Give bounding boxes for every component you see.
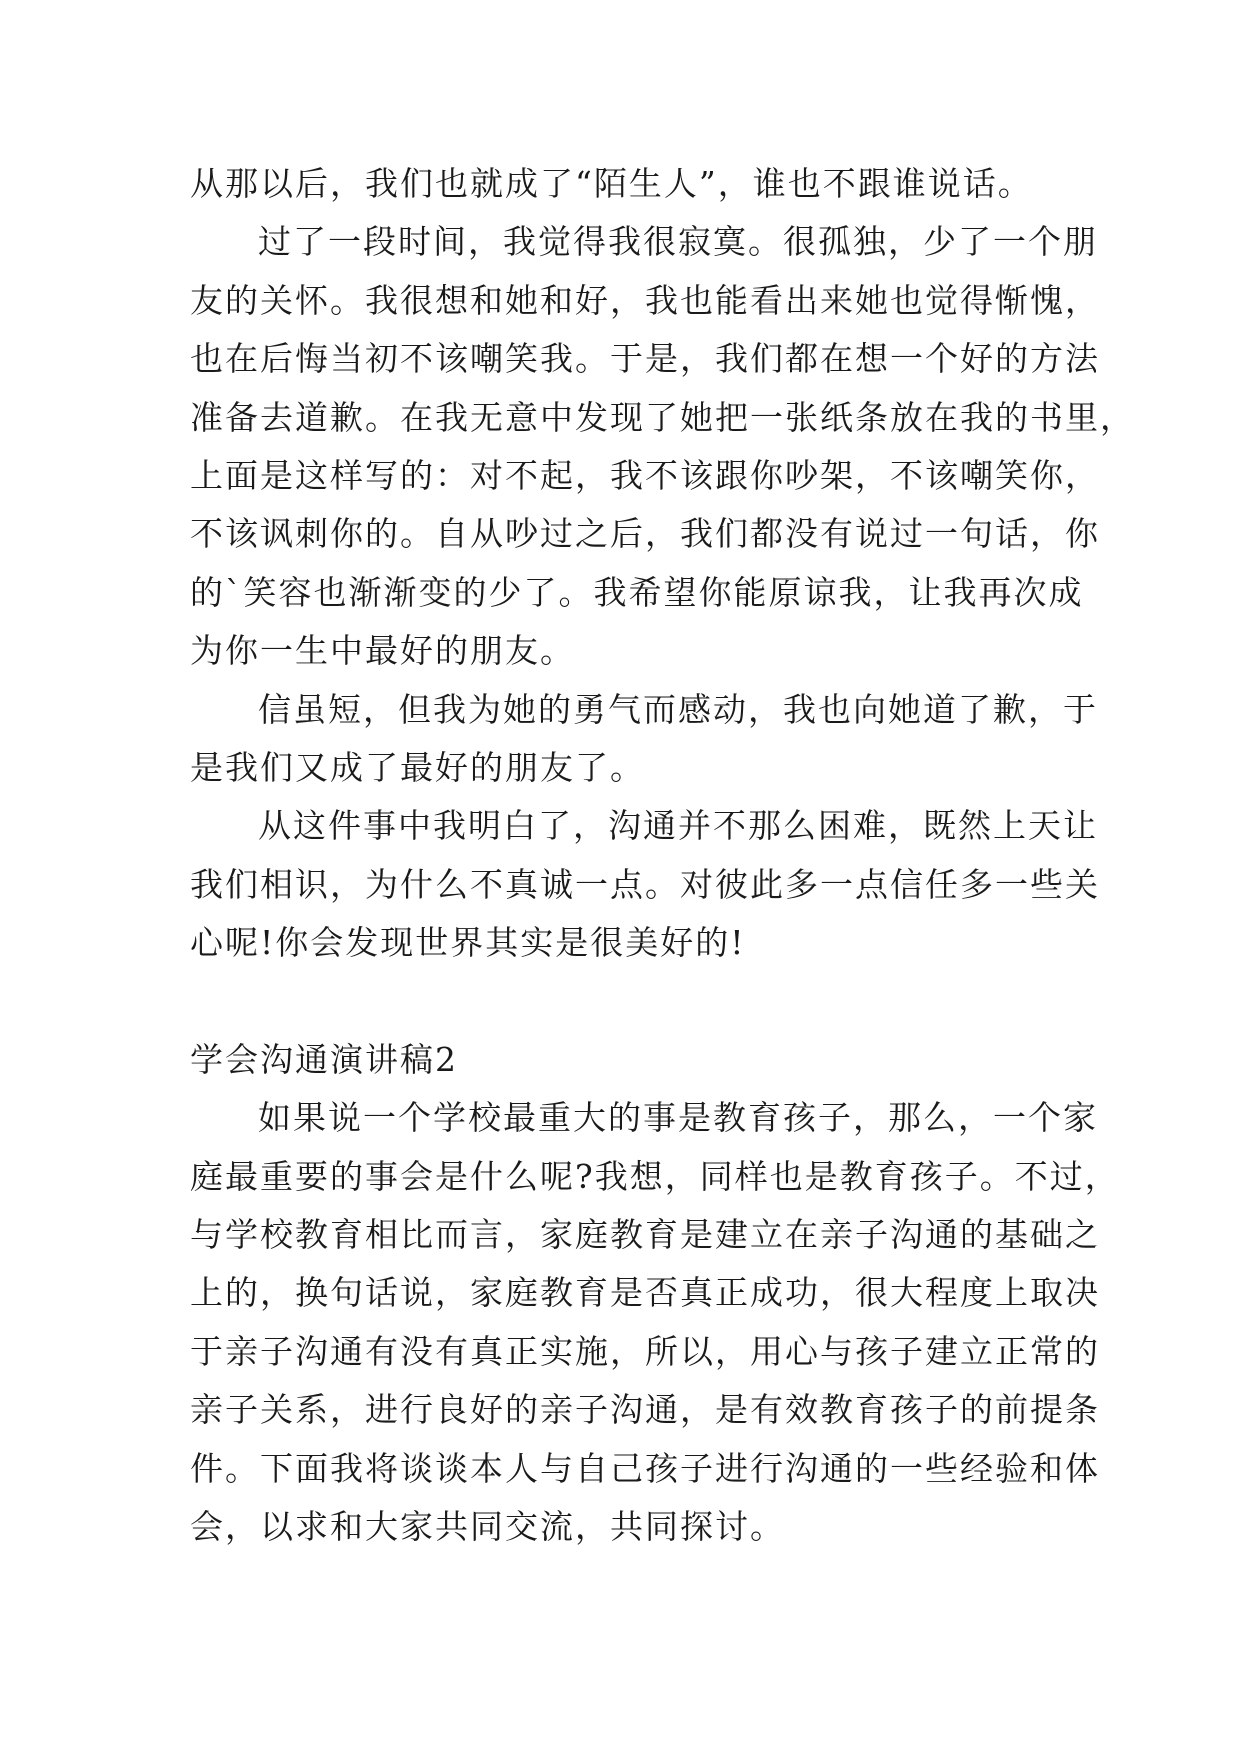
text-line: 友的关怀。我很想和她和好，我也能看出来她也觉得惭愧， bbox=[190, 280, 1100, 320]
paragraph bbox=[190, 1089, 1120, 1556]
text-line: 信虽短，但我为她的勇气而感动，我也向她道了歉，于 bbox=[258, 689, 1098, 729]
text-line: 也在后悔当初不该嘲笑我。于是，我们都在想一个好的方法 bbox=[190, 339, 1100, 379]
text-line: 准备去道歉。在我无意中发现了她把一张纸条放在我的书里， bbox=[190, 397, 1135, 437]
paragraph bbox=[190, 155, 1070, 213]
text-line: 我们相识，为什么不真诚一点。对彼此多一点信任多一些关 bbox=[190, 864, 1100, 904]
text-line: 上的，换句话说，家庭教育是否真正成功，很大程度上取决 bbox=[190, 1273, 1100, 1313]
text-line: 过了一段时间，我觉得我很寂寞。很孤独，少了一个朋 bbox=[258, 222, 1098, 262]
text-line: 如果说一个学校最重大的事是教育孩子，那么，一个家 bbox=[258, 1098, 1098, 1138]
paragraph bbox=[190, 797, 1100, 972]
text-line: 从那以后，我们也就成了“陌生人”，谁也不跟谁说话。 bbox=[190, 164, 1033, 203]
text-line: 上面是这样写的：对不起，我不该跟你吵架，不该嘲笑你， bbox=[190, 455, 1100, 495]
text-line: 心呢!你会发现世界其实是很美好的! bbox=[190, 923, 746, 963]
document-body bbox=[190, 155, 1135, 1556]
text-line: 会，以求和大家共同交流，共同探讨。 bbox=[190, 1506, 785, 1546]
text-line: 亲子关系，进行良好的亲子沟通，是有效教育孩子的前提条 bbox=[190, 1390, 1100, 1430]
paragraph bbox=[190, 681, 1098, 798]
text-line: 庭最重要的事会是什么呢?我想，同样也是教育孩子。不过， bbox=[190, 1156, 1120, 1196]
text-line: 的`笑容也渐渐变的少了。我希望你能原谅我，让我再次成 bbox=[190, 572, 1084, 612]
text-line: 不该讽刺你的。自从吵过之后，我们都没有说过一句话，你 bbox=[190, 514, 1100, 554]
blank-line bbox=[190, 972, 1070, 1030]
text-line: 于亲子沟通有没有真正实施，所以，用心与孩子建立正常的 bbox=[190, 1331, 1100, 1371]
section-title: 学会沟通演讲稿2 bbox=[190, 1039, 458, 1079]
text-line: 为你一生中最好的朋友。 bbox=[190, 631, 575, 671]
text-line: 件。下面我将谈谈本人与自己孩子进行沟通的一些经验和体 bbox=[190, 1448, 1100, 1488]
text-line: 从这件事中我明白了，沟通并不那么困难，既然上天让 bbox=[258, 806, 1098, 846]
paragraph bbox=[190, 213, 1135, 680]
text-line: 是我们又成了最好的朋友了。 bbox=[190, 747, 645, 787]
text-line: 与学校教育相比而言，家庭教育是建立在亲子沟通的基础之 bbox=[190, 1215, 1100, 1255]
